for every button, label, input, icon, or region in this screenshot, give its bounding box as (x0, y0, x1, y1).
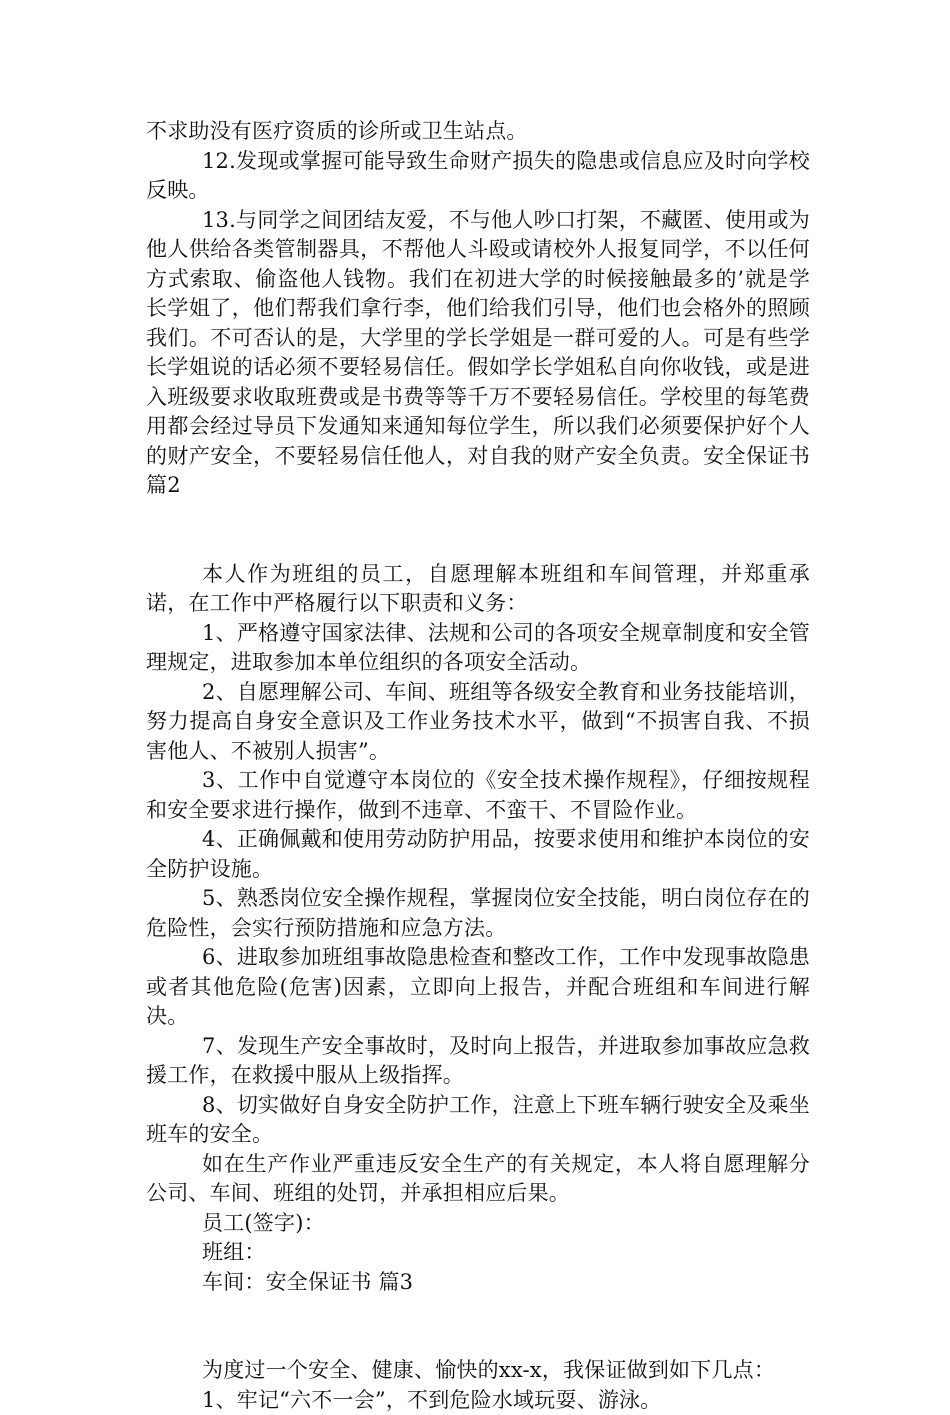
paragraph-duty-4: 4、正确佩戴和使用劳动防护用品，按要求使用和维护本岗位的安全防护设施。 (146, 825, 810, 884)
signature-workshop: 车间：安全保证书 篇3 (146, 1268, 810, 1298)
paragraph-item-13: 13.与同学之间团结友爱，不与他人吵口打架，不藏匿、使用或为他人供给各类管制器具，不帮他人斗殴或请校外人报复同学，不以任何方式索取、偷盗他人钱物。我们在初进大学的时候接触最多的’就是学长学姐了，他们帮我们拿行李，他们给我们引导，他们也会格外的照顾我们。不可否认的是，大学里的学长学姐是一群可爱的人。可是有些学长学姐说的话必须不要轻易信任。假如学长学姐私自向你收钱，或是进入班级要求收取班费或是书费等等千万不要轻易信任。学校里的每笔费用都会经过导员下发通知来通知每位学生，所以我们必须要保护好个人的财产安全，不要轻易信任他人，对自我的财产安全负责。安全保证书 篇2 (146, 206, 810, 501)
paragraph-duty-6: 6、进取参加班组事故隐患检查和整改工作，工作中发现事故隐患或者其他危险(危害)因素，立即向上报告，并配合班组和车间进行解决。 (146, 943, 810, 1032)
paragraph-duty-7: 7、发现生产安全事故时，及时向上报告，并进取参加事故应急救援工作，在救援中服从上级指挥。 (146, 1032, 810, 1091)
paragraph-duty-8: 8、切实做好自身安全防护工作，注意上下班车辆行驶安全及乘坐班车的安全。 (146, 1091, 810, 1150)
paragraph-duty-5: 5、熟悉岗位安全操作规程，掌握岗位安全技能，明白岗位存在的危险性，会实行预防措施和应急方法。 (146, 884, 810, 943)
paragraph-duty-3: 3、工作中自觉遵守本岗位的《安全技术操作规程》，仔细按规程和安全要求进行操作，做到不违章、不蛮干、不冒险作业。 (146, 766, 810, 825)
paragraph-pledge-intro: 本人作为班组的员工，自愿理解本班组和车间管理，并郑重承诺，在工作中严格履行以下职责和义务： (146, 560, 810, 619)
paragraph-duty-1: 1、严格遵守国家法律、法规和公司的各项安全规章制度和安全管理规定，进取参加本单位组织的各项安全活动。 (146, 619, 810, 678)
paragraph-violation-clause: 如在生产作业严重违反安全生产的有关规定，本人将自愿理解分公司、车间、班组的处罚，并承担相应后果。 (146, 1150, 810, 1209)
paragraph-item-12: 12.发现或掌握可能导致生命财产损失的隐患或信息应及时向学校反映。 (146, 147, 810, 206)
paragraph-holiday-item-1: 1、牢记“六不一会”，不到危险水域玩耍、游泳。 (146, 1386, 810, 1415)
paragraph-duty-2: 2、自愿理解公司、车间、班组等各级安全教育和业务技能培训，努力提高自身安全意识及工作业务技术水平，做到“不损害自我、不损害他人、不被别人损害”。 (146, 678, 810, 767)
paragraph-continuation: 不求助没有医疗资质的诊所或卫生站点。 (146, 117, 810, 147)
section-gap (146, 501, 810, 560)
section-gap (146, 1297, 810, 1356)
paragraph-holiday-intro: 为度过一个安全、健康、愉快的xx-x，我保证做到如下几点： (146, 1356, 810, 1386)
document-body (146, 117, 810, 1415)
signature-team: 班组： (146, 1238, 810, 1268)
signature-employee: 员工(签字)： (146, 1209, 810, 1239)
